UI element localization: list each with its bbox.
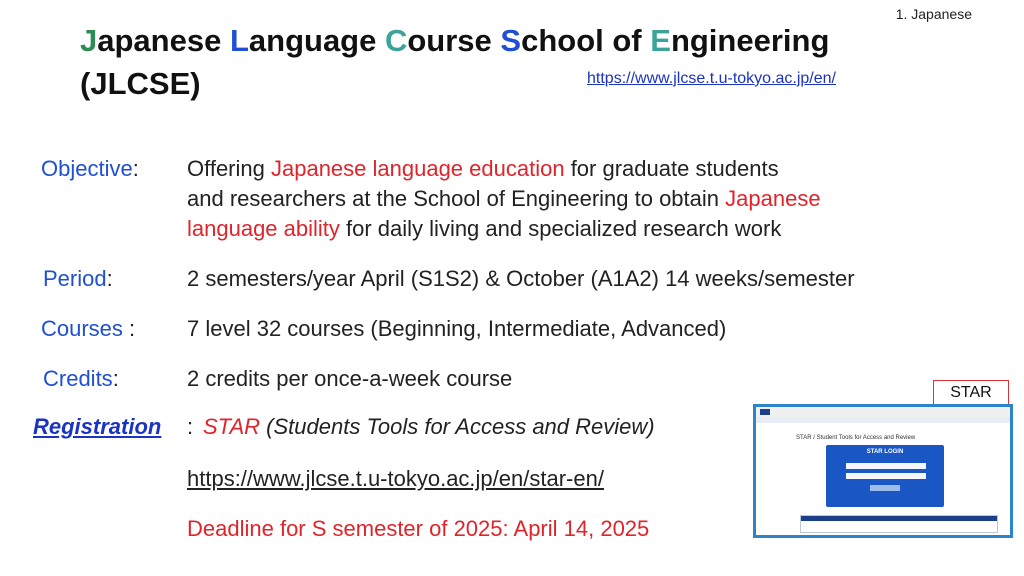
period-value: 2 semesters/year April (S1S2) & October (A1A2) 14 weeks/semester: [187, 266, 855, 291]
objective-line2-text: and researchers at the School of Engineering to obtain: [187, 186, 726, 211]
page-number: 1. Japanese: [895, 6, 972, 22]
courses-colon: :: [122, 316, 136, 341]
objective-highlight-2a: Japanese: [725, 186, 821, 211]
title-part-1: apanese: [97, 23, 230, 58]
objective-highlight-1: Japanese language education: [270, 156, 565, 181]
registration-deadline: Deadline for S semester of 2025: April 14, 2025: [187, 516, 650, 541]
period-label-text: Period: [43, 266, 107, 291]
objective-colon: :: [132, 156, 139, 181]
courses-label: [41, 316, 135, 342]
title-part-5: ngineering: [670, 23, 830, 58]
courses-label-text: Courses: [41, 316, 123, 341]
screenshot-nav-bar: [756, 417, 1010, 423]
objective-text-3: for daily living and specialized research work: [339, 216, 782, 241]
objective-label: [41, 156, 139, 182]
screenshot-login-button: [870, 485, 900, 491]
page-title: [80, 22, 829, 60]
screenshot-heading: STAR / Student Tools for Access and Review: [796, 435, 916, 441]
credits-value: 2 credits per once-a-week course: [187, 366, 513, 391]
period-colon: :: [106, 266, 113, 291]
star-badge: STAR: [933, 380, 1009, 406]
credits-label: [43, 366, 119, 392]
title-initial-c: C: [384, 23, 408, 58]
title-part-4: chool of: [521, 23, 651, 58]
title-part-2: anguage: [248, 23, 385, 58]
objective-text-2: for graduate students: [564, 156, 779, 181]
screenshot-table: [800, 515, 998, 533]
title-part-3: ourse: [407, 23, 501, 58]
registration-description: [203, 414, 655, 440]
title-initial-s: S: [500, 23, 522, 58]
registration-description-text: (Students Tools for Access and Review): [260, 414, 655, 439]
screenshot-login-field-1: [846, 463, 926, 469]
jlcse-website-link[interactable]: https://www.jlcse.t.u-tokyo.ac.jp/en/: [587, 70, 836, 87]
title-initial-j: J: [80, 23, 98, 58]
title-initial-e: E: [650, 23, 671, 58]
screenshot-login-field-2: [846, 473, 926, 479]
registration-colon: :: [187, 414, 194, 439]
objective-line-2: [187, 186, 821, 212]
registration-link[interactable]: Registration: [33, 414, 162, 439]
registration-star: STAR: [203, 414, 261, 439]
star-screenshot: [753, 404, 1013, 538]
credits-colon: :: [112, 366, 119, 391]
objective-line-1: [187, 156, 779, 182]
objective-label-text: Objective: [41, 156, 133, 181]
screenshot-login-title: STAR LOGIN: [866, 449, 904, 455]
credits-label-text: Credits: [43, 366, 113, 391]
objective-line-3: [187, 216, 781, 242]
star-website-link[interactable]: https://www.jlcse.t.u-tokyo.ac.jp/en/star-en/: [187, 466, 604, 491]
title-acronym: (JLCSE): [80, 66, 201, 101]
objective-highlight-2b: language ability: [187, 216, 340, 241]
screenshot-login-box: [826, 445, 944, 507]
period-label: [43, 266, 113, 292]
courses-value: 7 level 32 courses (Beginning, Intermediate, Advanced): [187, 316, 727, 341]
title-initial-l: L: [229, 23, 249, 58]
screenshot-table-header: [801, 516, 997, 521]
objective-text-1: Offering: [187, 156, 271, 181]
university-logo-icon: [760, 409, 770, 415]
